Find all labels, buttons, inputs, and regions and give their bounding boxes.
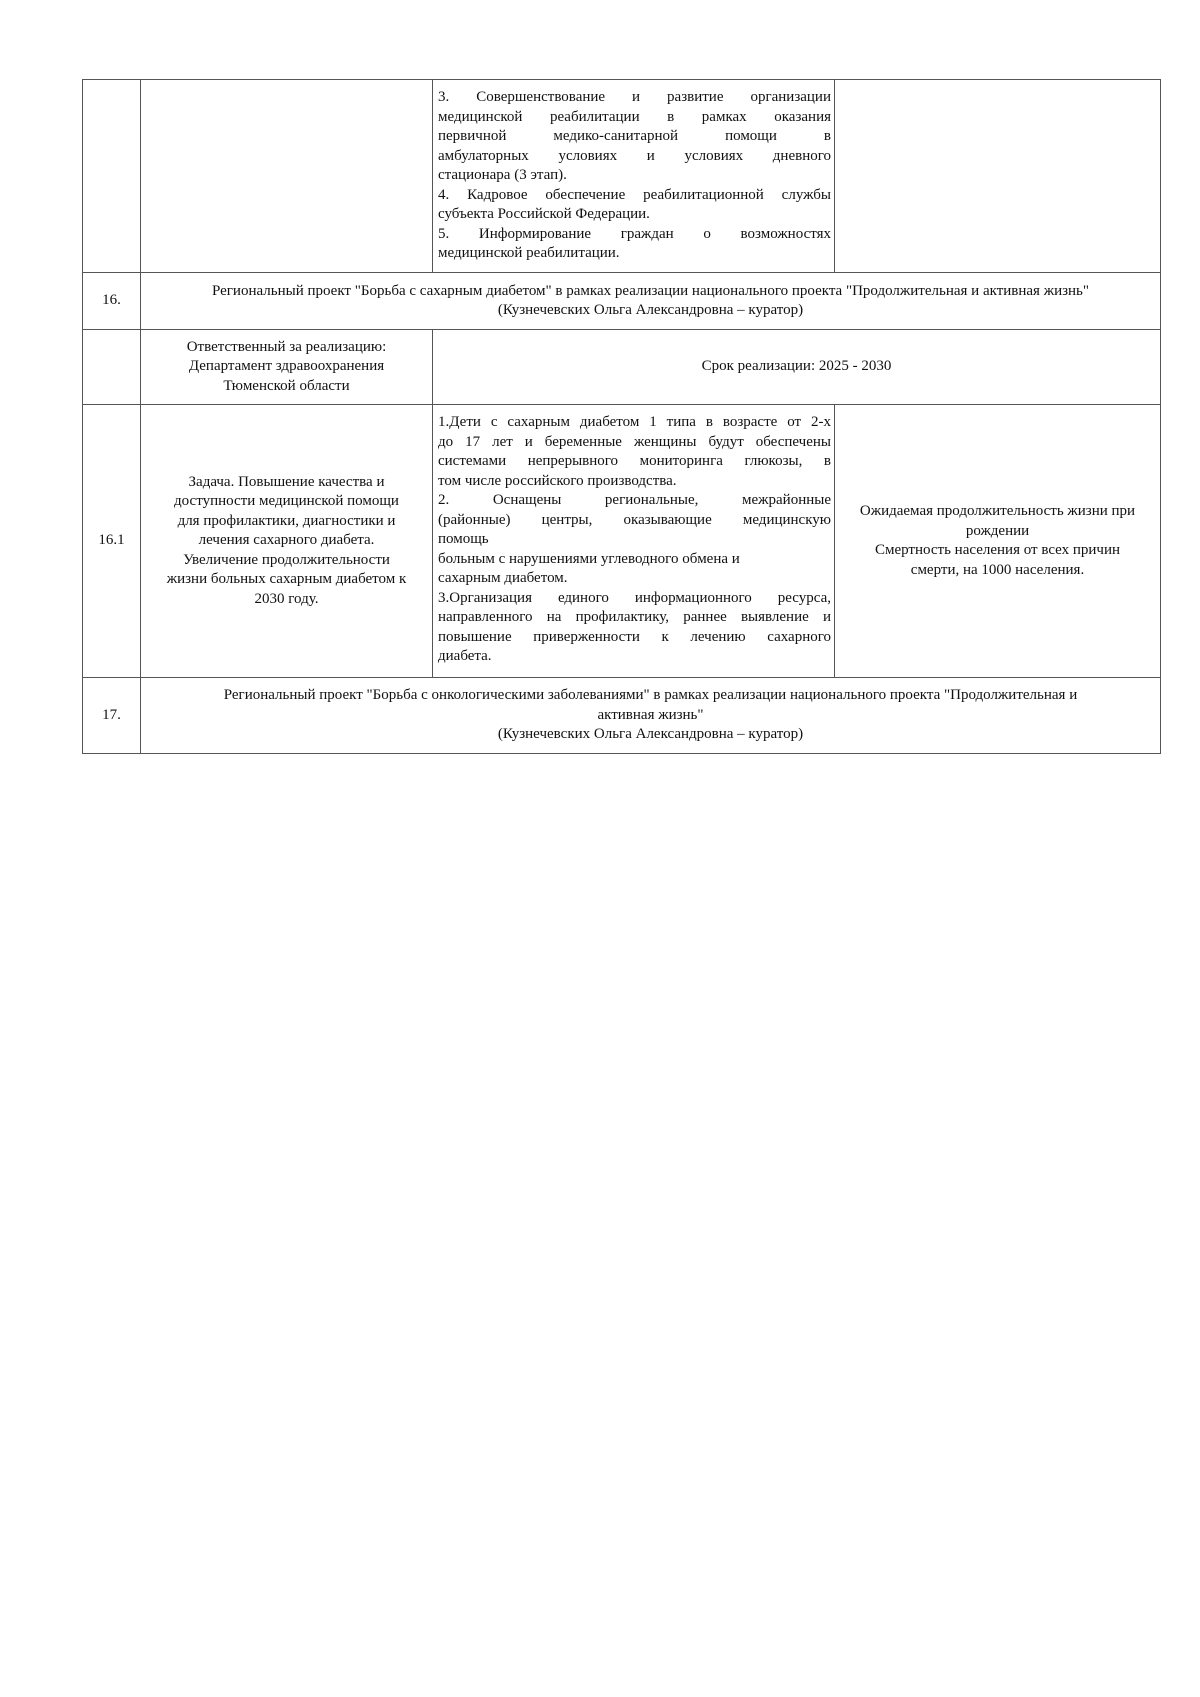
- measure-line: диабета.: [438, 648, 492, 664]
- measure-line: 2. Оснащены региональные, межрайонные: [438, 492, 831, 508]
- measure-line: первичной медико-санитарной помощи в: [438, 128, 831, 144]
- responsible-line: Департамент здравоохранения: [188, 358, 385, 375]
- measure-line: том числе российского производства.: [438, 472, 677, 489]
- table-row-continuation: [83, 80, 1161, 273]
- task-line: для профилактики, диагностики и: [177, 512, 396, 529]
- row-number: [83, 80, 141, 273]
- project-title: Региональный проект "Борьба с сахарным диабетом" в рамках реализации национального проекта "Продолжительная и активная жизнь": [211, 282, 1090, 299]
- row-number: [83, 330, 141, 405]
- task-line: 2030 году.: [254, 590, 319, 607]
- table-row-16-1: [83, 405, 1161, 678]
- measures-cell: [433, 405, 835, 678]
- measure-line: сахарным диабетом.: [438, 570, 568, 586]
- measure-line: амбулаторных условиях и условиях дневного: [438, 147, 831, 164]
- row-number: 16.: [83, 273, 141, 330]
- measure-line: больным с нарушениями углеводного обмена и: [438, 550, 740, 567]
- plan-table: [82, 79, 1161, 754]
- indicators-cell: [835, 80, 1161, 273]
- table-row-16: [83, 273, 1161, 330]
- task-line: лечения сахарного диабета.: [198, 532, 375, 549]
- task-cell: [141, 405, 433, 678]
- measure-line: стационара (3 этап).: [438, 167, 567, 183]
- measure-line: 3.Организация единого информационного ресурса,: [438, 589, 831, 606]
- project-title-cell: [141, 273, 1161, 330]
- measure-line: до 17 лет и беременные женщины будут обеспечены: [438, 433, 831, 450]
- measures-cell: [433, 80, 835, 273]
- indicator-line: рождении: [965, 522, 1030, 539]
- responsible-line: Тюменской области: [223, 377, 350, 394]
- task-line: доступности медицинской помощи: [174, 493, 399, 510]
- indicator-line: Ожидаемая продолжительность жизни при: [859, 503, 1136, 519]
- project-curator: (Кузнечевских Ольга Александровна – куратор): [497, 726, 804, 743]
- measure-line: 5. Информирование граждан о возможностях: [438, 225, 831, 242]
- task-cell: [141, 80, 433, 273]
- indicators-cell: [835, 405, 1161, 678]
- task-line: Задача. Повышение качества и: [188, 473, 385, 490]
- measure-line: направленного на профилактику, раннее выявление и: [438, 609, 831, 625]
- project-title-continued: активная жизнь": [597, 706, 704, 723]
- measure-line: 4. Кадровое обеспечение реабилитационной службы: [438, 186, 831, 203]
- measure-line: помощь: [438, 531, 489, 547]
- measure-line: системами непрерывного мониторинга глюкозы, в: [438, 453, 831, 469]
- project-title: Региональный проект "Борьба с онкологическими заболеваниями" в рамках реализации национального проекта "Продолжительная и: [223, 687, 1078, 704]
- measure-line: 1.Дети с сахарным диабетом 1 типа в возрасте от 2-х: [438, 414, 831, 430]
- responsible-line: Ответственный за реализацию:: [186, 338, 387, 355]
- row-number: 16.1: [83, 405, 141, 678]
- table-row-17: [83, 678, 1161, 754]
- indicator-line: смерти, на 1000 населения.: [910, 561, 1085, 578]
- task-line: Увеличение продолжительности: [183, 551, 390, 568]
- responsible-cell: [141, 330, 433, 405]
- project-curator: (Кузнечевских Ольга Александровна – куратор): [497, 302, 804, 318]
- measure-line: (районные) центры, оказывающие медицинскую: [438, 511, 831, 528]
- measure-line: медицинской реабилитации в рамках оказания: [438, 108, 831, 125]
- project-title-cell: [141, 678, 1161, 754]
- indicator-line: Смертность населения от всех причин: [874, 542, 1121, 558]
- task-line: жизни больных сахарным диабетом к: [166, 571, 407, 588]
- period-cell: Срок реализации: 2025 - 2030: [433, 330, 1161, 405]
- measure-line: повышение приверженности к лечению сахарного: [438, 628, 831, 645]
- measure-line: медицинской реабилитации.: [438, 245, 620, 261]
- row-number: 17.: [83, 678, 141, 754]
- measure-line: 3. Совершенствование и развитие организации: [438, 89, 831, 105]
- measure-line: субъекта Российской Федерации.: [438, 206, 650, 222]
- table-row-responsible: [83, 330, 1161, 405]
